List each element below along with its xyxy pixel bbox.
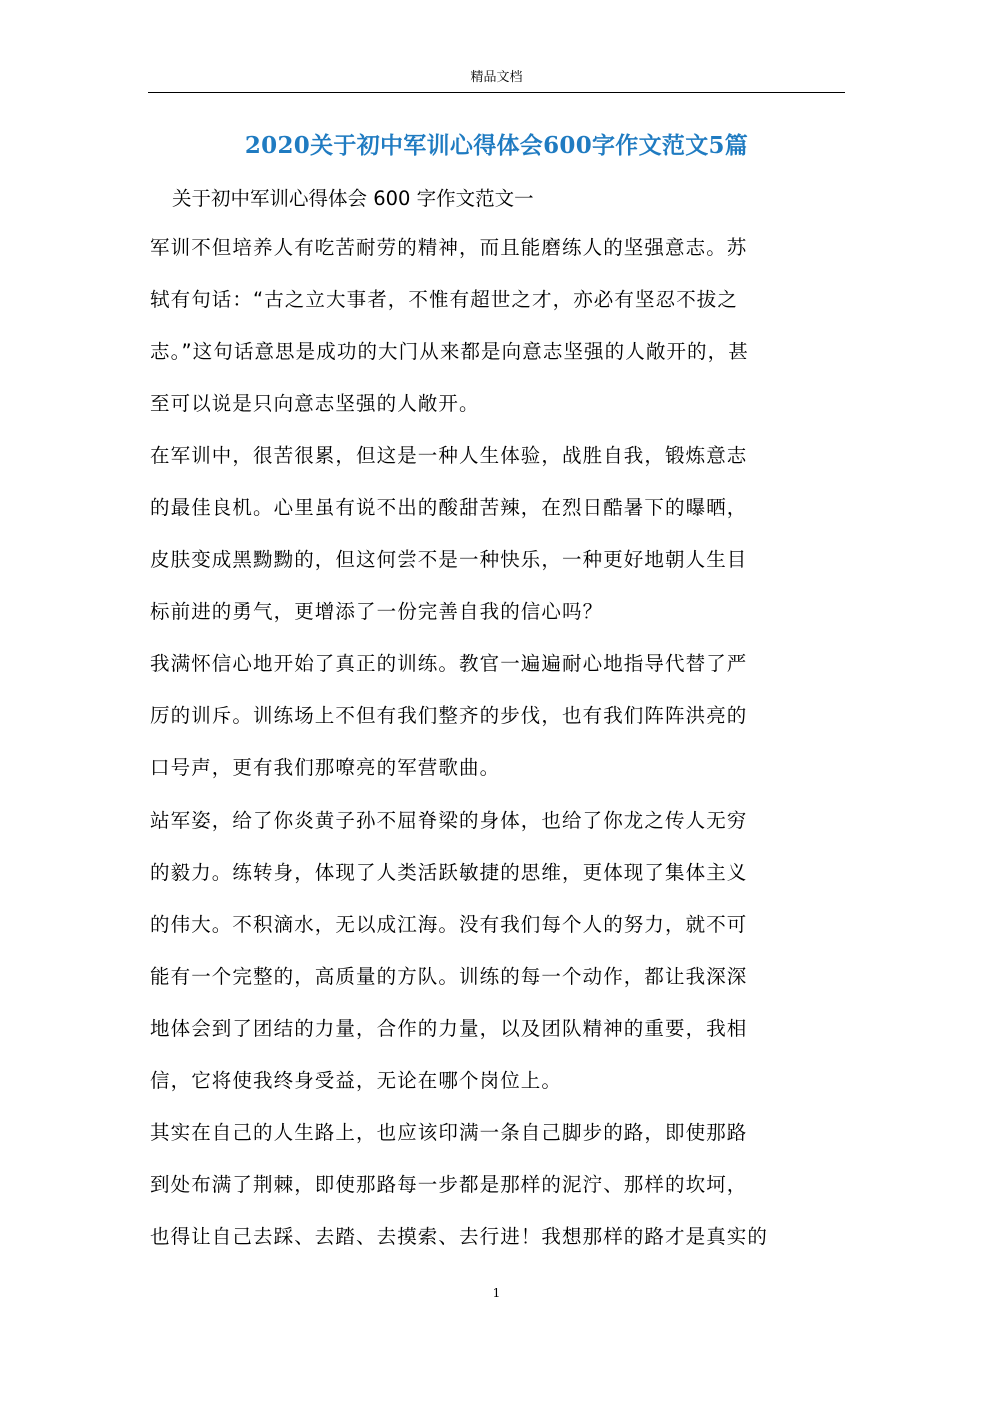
body-line: 轼有句话：“古之立大事者，不惟有超世之才，亦必有坚忍不拔之 [150,288,739,311]
body-line: 的最佳良机。心里虽有说不出的酸甜苦辣，在烈日酷暑下的曝晒， [150,496,748,519]
body-line: 在军训中，很苦很累，但这是一种人生体验，战胜自我，锻炼意志 [150,444,748,467]
body-line: 我满怀信心地开始了真正的训练。教官一遍遍耐心地指导代替了严 [150,652,748,675]
body-line: 军训不但培养人有吃苦耐劳的精神，而且能磨练人的坚强意志。苏 [150,236,748,259]
body-line: 志。”这句话意思是成功的大门从来都是向意志坚强的人敞开的，甚 [150,340,749,363]
body-line: 口号声，更有我们那嘹亮的军营歌曲。 [150,756,501,779]
body-line: 也得让自己去踩、去踏、去摸索、去行进！我想那样的路才是真实的 [150,1225,769,1248]
body-line: 皮肤变成黑黝黝的，但这何尝不是一种快乐，一种更好地朝人生目 [150,548,748,571]
body-line: 到处布满了荆棘，即使那路每一步都是那样的泥泞、那样的坎坷， [150,1173,748,1196]
body-line: 信，它将使我终身受益，无论在哪个岗位上。 [150,1069,563,1092]
body-line: 至可以说是只向意志坚强的人敞开。 [150,392,480,415]
body-line: 的伟大。不积滴水，无以成江海。没有我们每个人的努力，就不可 [150,913,748,936]
body-line: 标前进的勇气，更增添了一份完善自我的信心吗？ [150,600,604,623]
page-number: 1 [492,1286,501,1300]
body-line: 能有一个完整的，高质量的方队。训练的每一个动作，都让我深深 [150,965,748,988]
section-subtitle: 关于初中军训心得体会 600 字作文范文一 [172,187,534,210]
body-line: 厉的训斥。训练场上不但有我们整齐的步伐，也有我们阵阵洪亮的 [150,704,748,727]
header-divider [148,92,845,93]
document-title: 2020关于初中军训心得体会600字作文范文5篇 [244,132,749,159]
body-line: 站军姿，给了你炎黄子孙不屈脊梁的身体，也给了你龙之传人无穷 [150,809,748,832]
body-line: 其实在自己的人生路上，也应该印满一条自己脚步的路，即使那路 [150,1121,748,1144]
body-line: 的毅力。练转身，体现了人类活跃敏捷的思维，更体现了集体主义 [150,861,748,884]
body-line: 地体会到了团结的力量，合作的力量，以及团队精神的重要，我相 [150,1017,748,1040]
page-header: 精品文档 [470,70,523,85]
